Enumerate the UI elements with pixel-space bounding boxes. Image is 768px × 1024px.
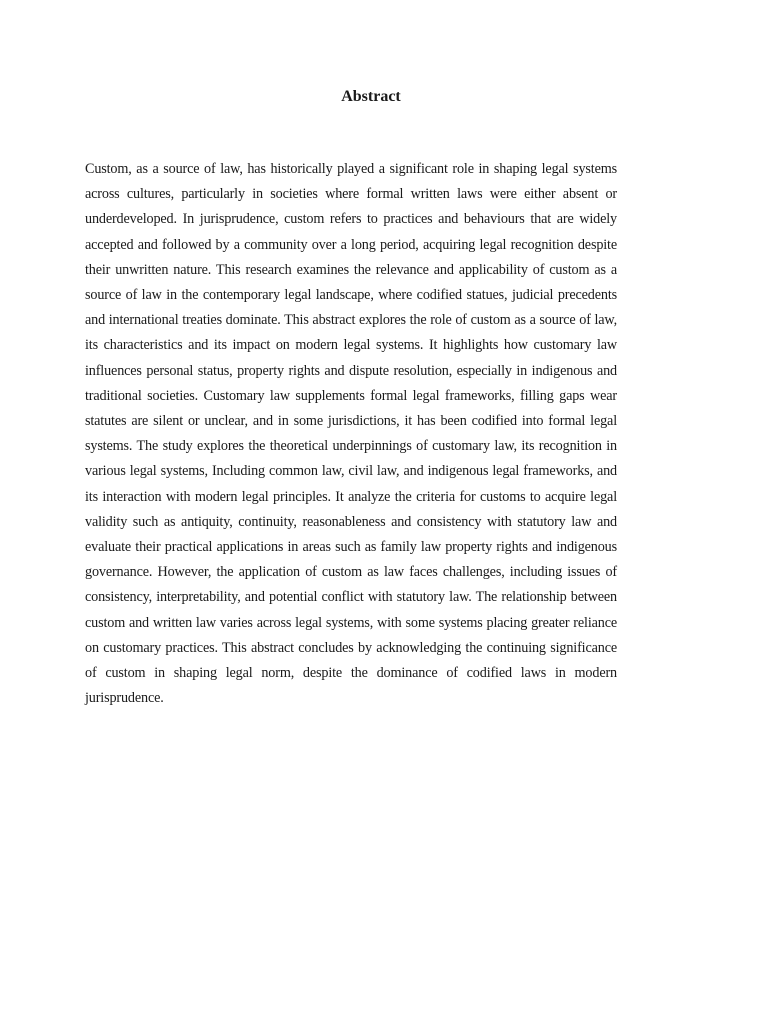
- abstract-paragraph: Custom, as a source of law, has historically played a significant role in shaping legal systems across cultures, particularly in societies where formal written laws were either absent or underdeveloped. In jurisprudence, custom refers to practices and behaviours that are widely accepted and followed by a community over a long period, acquiring legal recognition despite their unwritten nature. This research examines the relevance and applicability of custom as a source of law in the contemporary legal landscape, where codified statues, judicial precedents and international treaties dominate. This abstract explores the role of custom as a source of law, its characteristics and its impact on modern legal systems. It highlights how customary law influences personal status, property rights and dispute resolution, especially in indigenous and traditional societies. Customary law supplements formal legal frameworks, filling gaps wear statutes are silent or unclear, and in some jurisdictions, it has been codified into formal legal systems. The study explores the theoretical underpinnings of customary law, its recognition in various legal systems, Including common law, civil law, and indigenous legal frameworks, and its interaction with modern legal principles. It analyze the criteria for customs to acquire legal validity such as antiquity, continuity, reasonableness and consistency with statutory law and evaluate their practical applications in areas such as family law property rights and indigenous governance. However, the application of custom as law faces challenges, including issues of consistency, interpretability, and potential conflict with statutory law. The relationship between custom and written law varies across legal systems, with some systems placing greater reliance on customary practices. This abstract concludes by acknowledging the continuing significance of custom in shaping legal norm, despite the dominance of codified laws in modern jurisprudence.: [85, 161, 617, 707]
- abstract-heading: Abstract: [341, 88, 401, 105]
